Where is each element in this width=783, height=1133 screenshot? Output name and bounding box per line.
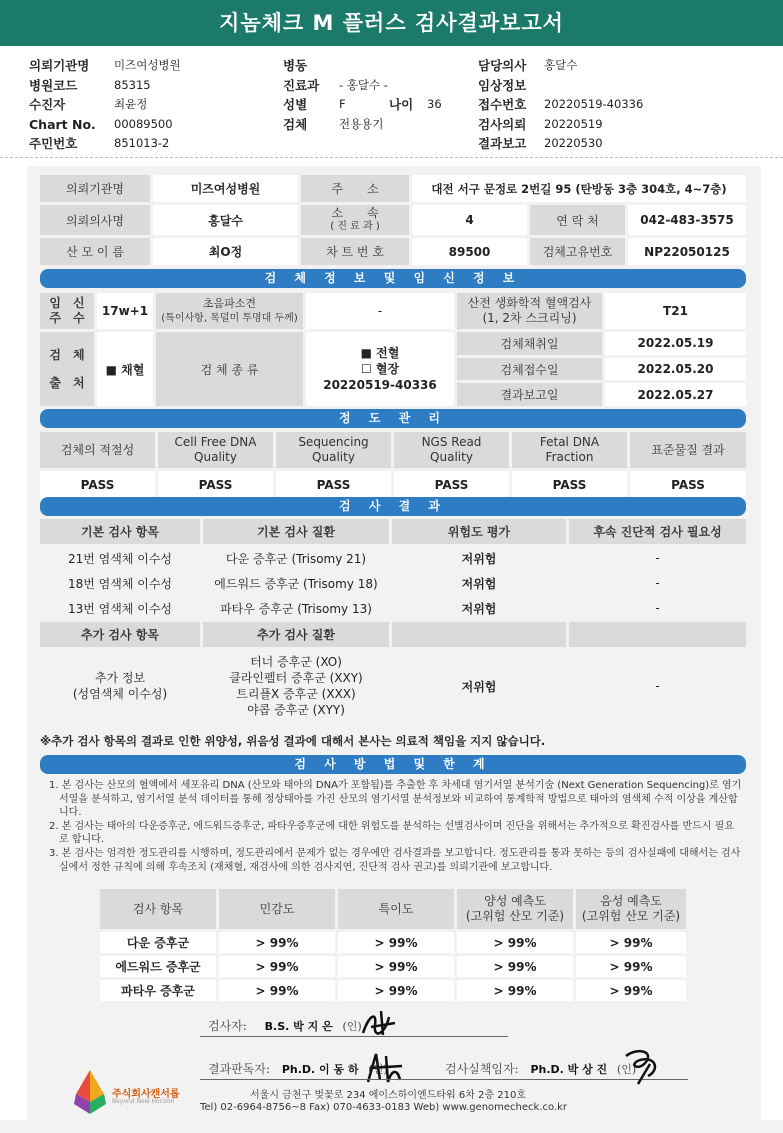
qc-header-1: 표준물질 결과 <box>651 442 725 457</box>
signature-scribble <box>620 1046 668 1086</box>
date-report-value: 2022.05.27 <box>605 383 746 406</box>
qc-header-1: Sequencing <box>298 435 369 449</box>
dept-value: 4 <box>412 205 527 235</box>
header-col3 <box>478 56 678 154</box>
add-header-empty <box>392 622 566 647</box>
us-value: - <box>306 293 454 329</box>
footer-address: 서울시 금천구 벚꽃로 234 에이스하이엔드타워 6차 2층 210호 <box>250 1090 527 1101</box>
add-header-empty <box>569 622 746 647</box>
add-header: 추가 검사 항목 <box>40 622 200 647</box>
qc-value: PASS <box>40 471 155 499</box>
hdr-value: F <box>339 97 346 111</box>
result-risk: 저위험 <box>461 601 497 616</box>
dept-label-line2: ( 진 료 과 ) <box>330 221 380 232</box>
hdr-value: 85315 <box>114 77 151 92</box>
perf-item: 파타우 증후군 <box>100 980 216 1001</box>
hdr-value: - 홍달수 - <box>339 77 388 92</box>
tester-name: B.S. 박 지 은 <box>264 1020 333 1033</box>
hdr-value: 20220519 <box>544 116 603 131</box>
serum-label-2: (1, 2차 스크리닝) <box>482 311 577 325</box>
date-collect-label: 검체채취일 <box>457 332 602 355</box>
header-col1 <box>29 56 279 154</box>
type-plasma: ☐ 혈장 <box>360 362 400 376</box>
result-risk: 저위험 <box>461 576 497 591</box>
type-label: 검 체 종 류 <box>156 332 303 406</box>
addr-value: 대전 서구 문정로 2번길 95 (탄방동 3층 304호, 4~7층) <box>412 175 746 202</box>
perf-header-2: (고위험 산모 기준) <box>465 909 565 923</box>
add-risk: 저위험 <box>461 679 497 694</box>
perf-value: > 99% <box>457 980 573 1001</box>
serum-label-1: 산전 생화학적 혈액검사 <box>467 296 592 310</box>
dept-label-line1: 소 속 <box>331 206 379 220</box>
reviewer-seal: (인) <box>368 1063 388 1076</box>
inst-label: 의뢰기관명 <box>40 175 150 202</box>
result-item: 18번 염색체 이수성 <box>67 576 173 591</box>
perf-value: > 99% <box>219 980 335 1001</box>
add-disease: 트리플X 증후군 (XXX) <box>236 687 356 701</box>
tel-value: 042-483-3575 <box>628 205 746 235</box>
type-number: 20220519-40336 <box>323 378 437 392</box>
hdr-value: 홍달수 <box>544 58 578 72</box>
result-item: 21번 염색체 이수성 <box>67 551 173 566</box>
perf-header <box>100 889 216 929</box>
perf-value: > 99% <box>338 932 454 953</box>
doctor-value: 홍달수 <box>153 205 298 235</box>
perf-header-2: (고위험 산모 기준) <box>581 909 681 923</box>
tester-seal: (인) <box>342 1020 362 1033</box>
addr-label: 주 소 <box>301 175 409 202</box>
hdr-label: 수진자 <box>29 97 66 112</box>
doctor-label: 의뢰의사명 <box>40 205 150 235</box>
header-col2 <box>283 56 463 134</box>
tester-line <box>200 1036 508 1037</box>
date-receive-value: 2022.05.20 <box>605 358 746 381</box>
result-follow: - <box>655 551 660 565</box>
perf-header-1: 양성 예측도 <box>484 894 546 908</box>
serum-label <box>457 293 602 329</box>
hdr-label: 진료과 <box>283 77 320 93</box>
hdr-value: 미즈여성병원 <box>114 58 181 72</box>
note-item: 2. 본 검사는 태아의 다운증후군, 에드워드증후군, 파타우증후군에 대한 위험도를 분석하는 선별검사이며 진단을 위해서는 추가적으로 확진검사를 반드시 필요로 합니다. <box>49 820 734 846</box>
date-receive-label: 검체접수일 <box>457 358 602 381</box>
chart-value: 89500 <box>412 238 527 265</box>
note-item: 1. 본 검사는 산모의 혈액에서 세포유리 DNA (산모와 태아의 DNA가 포함됨)를 추출한 후 차세대 염기서열 분석기술 (Next Generation Sequencing)로 염기 서열을 분석하고, 염기서열 분석 데이터를 통해 정상태아를 가진 산모의 염기서열 분석정보와 비교하여 통계학적 방법으로 태아의 염색체 수적 이상을 계산합니다. <box>49 780 742 819</box>
qc-header <box>630 432 746 468</box>
qc-header <box>158 432 273 468</box>
qc-value: PASS <box>512 471 627 499</box>
hdr-label: 임상정보 <box>478 77 527 93</box>
disclaimer: ※추가 검사 항목의 결과로 인한 위양성, 위음성 결과에 대해서 본사는 의료적 책임을 지지 않습니다. <box>40 734 546 748</box>
qc-value: PASS <box>630 471 746 499</box>
perf-header-1: 민감도 <box>259 901 295 916</box>
signature-line <box>200 1079 688 1080</box>
hdr-value: 20220530 <box>544 136 603 150</box>
perf-value: > 99% <box>219 956 335 977</box>
add-follow: - <box>655 679 660 693</box>
result-follow: - <box>655 601 660 615</box>
src-label-1: 검 체 <box>49 348 85 362</box>
director-label: 검사실책임자: <box>445 1062 519 1076</box>
hdr-label: Chart No. <box>29 116 96 132</box>
perf-header <box>576 889 686 929</box>
performance-table <box>97 886 689 1004</box>
type-value <box>306 332 454 406</box>
src-label-2: 출 처 <box>49 376 85 390</box>
serum-value: T21 <box>605 293 746 329</box>
company-name: 주식회사캔서롭 <box>112 1089 180 1100</box>
signature-scribble <box>362 1048 412 1086</box>
hdr-label: 검체 <box>283 116 308 132</box>
add-disease: 클라인펠터 증후군 (XXY) <box>229 671 363 685</box>
dept-label <box>301 205 409 235</box>
section-bar-method: 검 사 방 법 및 한 계 <box>40 755 746 774</box>
src-value: ■ 채혈 <box>97 332 153 406</box>
perf-value: > 99% <box>219 932 335 953</box>
qc-header-2: Quality <box>312 450 355 464</box>
hdr-value: 851013-2 <box>114 136 170 150</box>
qc-table <box>37 429 749 502</box>
requester-info-table <box>37 172 749 268</box>
sid-label: 검체고유번호 <box>530 238 625 265</box>
hdr-label: 성별 <box>283 97 308 112</box>
add-diseases <box>203 650 389 722</box>
ga-label-1: 임 신 <box>49 296 85 310</box>
qc-header <box>40 432 155 468</box>
result-follow: - <box>655 576 660 590</box>
date-report-label: 결과보고일 <box>457 383 602 406</box>
tester-label: 검사자: <box>208 1019 247 1033</box>
perf-header <box>219 889 335 929</box>
specimen-table <box>37 290 749 409</box>
date-collect-value: 2022.05.19 <box>605 332 746 355</box>
perf-header-1: 검사 항목 <box>132 901 184 916</box>
hdr-label: 접수번호 <box>478 97 527 112</box>
note-item: 3. 본 검사는 엄격한 정도관리를 시행하며, 정도관리에서 문제가 없는 경우에만 검사결과를 보고합니다. 정도관리를 통과 못하는 등의 검사실패에 대해서는 검사실에서 정한 규칙에 의해 후속조치 (재채혈, 재검사에 의한 검사지연, 진단적 검사 권고)를 의뢰기관에 보고합니다. <box>49 847 741 873</box>
qc-value: PASS <box>394 471 509 499</box>
ga-value: 17w+1 <box>97 293 153 329</box>
qc-header-2: Quality <box>194 450 237 464</box>
sid-cell <box>530 238 746 265</box>
qc-header-2: Quality <box>430 450 473 464</box>
perf-item: 에드워드 증후군 <box>100 956 216 977</box>
perf-value: > 99% <box>457 956 573 977</box>
perf-value: > 99% <box>576 956 686 977</box>
src-label <box>40 332 94 406</box>
result-disease: 파타우 증후군 (Trisomy 13) <box>220 601 372 616</box>
hdr-label: 나이 <box>389 97 414 112</box>
hdr-value: 최윤정 <box>114 97 148 111</box>
section-bar-results: 검 사 결 과 <box>40 497 746 516</box>
type-whole-blood: ■ 전혈 <box>360 346 400 360</box>
add-disease: 야콥 증후군 (XYY) <box>247 703 345 717</box>
tel-cell <box>530 205 746 235</box>
qc-header-1: 검체의 적절성 <box>60 442 135 457</box>
company-logo-icon <box>70 1068 110 1116</box>
us-label-1: 초음파소견 <box>202 297 257 310</box>
hdr-value: 00089500 <box>114 116 173 131</box>
perf-value: > 99% <box>576 932 686 953</box>
chart-label: 차 트 번 호 <box>301 238 409 265</box>
report-title: 지놈체크 M 플러스 검사결과보고서 <box>0 0 783 46</box>
us-label-2: (특이사항, 목덜미 투명대 두께) <box>161 313 298 324</box>
perf-value: > 99% <box>338 980 454 1001</box>
qc-header <box>276 432 391 468</box>
qc-header <box>512 432 627 468</box>
hdr-label: 병동 <box>283 58 308 73</box>
hdr-label: 검사의뢰 <box>478 116 527 132</box>
ga-label-2: 주 수 <box>49 311 85 325</box>
hdr-label: 담당의사 <box>478 58 527 73</box>
qc-value: PASS <box>276 471 391 499</box>
hdr-label: 병원코드 <box>29 77 78 93</box>
tester-signature <box>208 1017 362 1034</box>
hdr-label: 결과보고 <box>478 136 527 151</box>
section-bar-specimen: 검 체 정 보 및 임 신 정 보 <box>40 269 746 288</box>
mother-label: 산 모 이 름 <box>40 238 150 265</box>
results-header: 후속 진단적 검사 필요성 <box>569 519 746 544</box>
tel-label: 연 락 처 <box>530 205 625 235</box>
add-disease: 터너 증후군 (XO) <box>250 655 342 669</box>
result-item: 13번 염색체 이수성 <box>67 601 173 616</box>
results-header: 기본 검사 항목 <box>40 519 200 544</box>
ga-label <box>40 293 94 329</box>
us-label <box>156 293 303 329</box>
hdr-value: 36 <box>427 97 442 111</box>
add-item <box>40 650 200 722</box>
perf-value: > 99% <box>338 956 454 977</box>
hdr-value: 전용용기 <box>339 116 384 131</box>
perf-header-1: 음성 예측도 <box>600 894 662 908</box>
method-notes <box>49 779 743 874</box>
mother-value: 최O정 <box>153 238 298 265</box>
perf-value: > 99% <box>457 932 573 953</box>
qc-value: PASS <box>158 471 273 499</box>
qc-header-1: Fetal DNA <box>539 435 600 449</box>
hdr-value: 20220519-40336 <box>544 97 644 111</box>
hdr-label: 주민번호 <box>29 136 78 151</box>
qc-header <box>394 432 509 468</box>
result-disease: 에드워드 증후군 (Trisomy 18) <box>214 576 378 591</box>
hdr-label: 의뢰기관명 <box>29 58 90 73</box>
perf-value: > 99% <box>576 980 686 1001</box>
perf-header <box>338 889 454 929</box>
inst-value: 미즈여성병원 <box>153 175 298 202</box>
result-disease: 다운 증후군 (Trisomy 21) <box>225 551 367 566</box>
add-item-1: 추가 정보 <box>94 671 146 685</box>
section-bar-qc: 정 도 관 리 <box>40 409 746 428</box>
add-header: 추가 검사 질환 <box>203 622 389 647</box>
perf-header-1: 특이도 <box>378 901 414 916</box>
header-separator <box>0 157 783 158</box>
director-seal: (인) <box>617 1063 637 1076</box>
dates-cell <box>457 332 746 406</box>
reviewer-signature <box>208 1060 388 1077</box>
results-header: 위험도 평가 <box>392 519 566 544</box>
result-risk: 저위험 <box>461 551 497 566</box>
sid-value: NP22050125 <box>628 238 746 265</box>
signature-scribble <box>355 1005 405 1041</box>
reviewer-name: Ph.D. 이 동 하 <box>281 1063 359 1076</box>
qc-header-2: Fraction <box>545 450 594 464</box>
qc-header-1: Cell Free DNA <box>174 435 257 449</box>
director-name: Ph.D. 박 상 진 <box>530 1063 608 1076</box>
director-signature <box>445 1060 636 1077</box>
reviewer-label: 결과판독자: <box>208 1062 271 1076</box>
company-tagline: Beyond New Horizon <box>112 1098 175 1105</box>
add-item-2: (성염색체 이수성) <box>72 687 168 701</box>
results-table <box>37 516 749 725</box>
bottom-strip <box>0 1120 783 1133</box>
qc-header-1: NGS Read <box>421 435 482 449</box>
footer-contact: Tel) 02-6964-8756~8 Fax) 070-4633-0183 Web) www.genomecheck.co.kr <box>200 1102 568 1113</box>
results-header: 기본 검사 질환 <box>203 519 389 544</box>
perf-item: 다운 증후군 <box>100 932 216 953</box>
perf-header <box>457 889 573 929</box>
